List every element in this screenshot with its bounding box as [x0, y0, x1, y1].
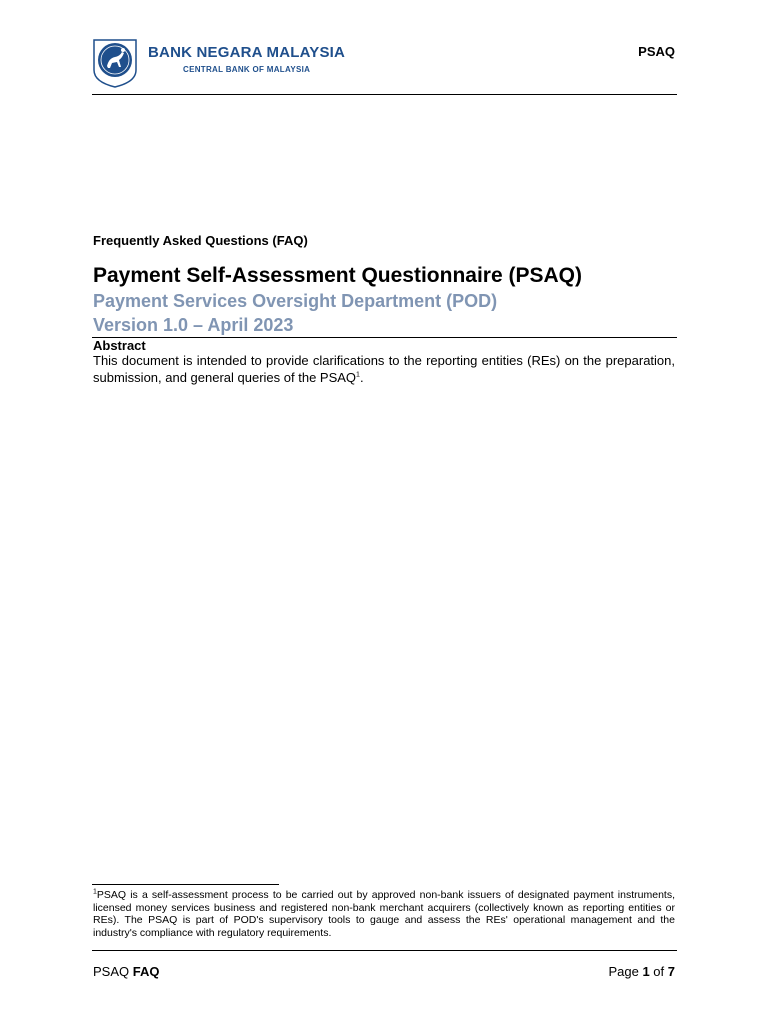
footer-doc-suffix: FAQ [132, 964, 160, 979]
page-number [608, 964, 675, 979]
header-divider [92, 94, 677, 95]
footnote [93, 889, 675, 939]
title-divider [92, 337, 677, 338]
footnote-marker: 1 [93, 888, 97, 896]
faq-label: Frequently Asked Questions (FAQ) [93, 233, 308, 248]
page-total: 7 [667, 964, 675, 979]
version-subtitle: Version 1.0 – April 2023 [93, 315, 294, 335]
abstract-text [93, 352, 675, 386]
footer-doc-prefix: PSAQ [93, 964, 130, 979]
abstract-end: . [359, 370, 364, 385]
bank-logo [92, 38, 362, 90]
page-current: 1 [642, 964, 650, 979]
abstract-heading: Abstract [93, 338, 146, 353]
department-subtitle: Payment Services Oversight Department (POD) [93, 291, 498, 311]
document-code: PSAQ [638, 44, 675, 59]
page-of: of [653, 964, 665, 979]
abstract-body: This document is intended to provide clarifications to the reporting entities (REs) on the preparation, submission, and general queries of the PSAQ [93, 353, 675, 385]
footnote-reference[interactable]: 1 [356, 371, 360, 379]
footnote-text: PSAQ is a self-assessment process to be carried out by approved non-bank issuers of designated payment instruments, licensed money services business and registered non-bank merchant acquirers (collectively known as reporting entities or REs). The PSAQ is part of POD's supervisory tools to gauge and assess the REs' operational management and the industry's compliance with regulatory requirements. [93, 889, 675, 939]
bank-name: BANK NEGARA MALAYSIA [148, 44, 346, 61]
footnote-divider [92, 884, 279, 885]
page-word: Page [608, 964, 639, 979]
footer-divider [92, 950, 677, 951]
footer-doc-label [93, 964, 159, 979]
page-title: Payment Self-Assessment Questionnaire (PSAQ) [93, 264, 582, 287]
bank-subtitle: CENTRAL BANK OF MALAYSIA [183, 65, 311, 74]
bank-crest-icon [92, 38, 138, 88]
